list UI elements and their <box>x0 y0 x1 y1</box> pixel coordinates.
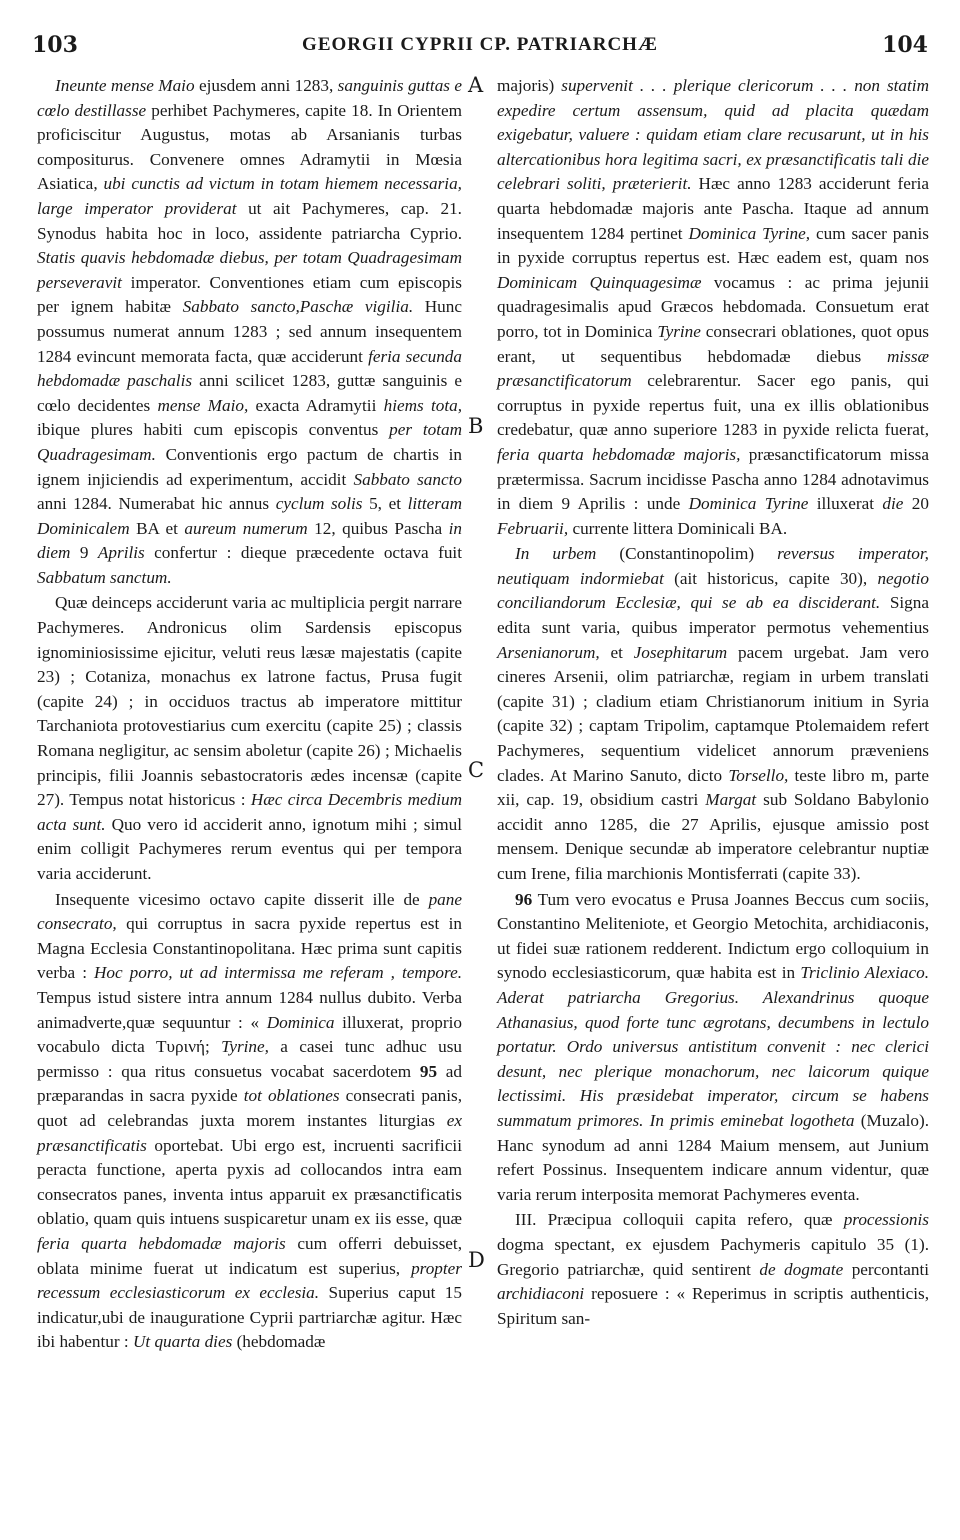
text-run: currente littera Dominicali BA. <box>568 518 788 538</box>
page-number-left: 103 <box>32 32 78 58</box>
italic-text: propter recessum ecclesiasticorum ex ecclesia. <box>37 1258 462 1303</box>
text-run: 20 <box>903 494 929 514</box>
text-run: confertur : dieque præcedente octava fuit <box>144 543 462 563</box>
paragraph <box>37 591 462 886</box>
italic-text: in diem <box>37 518 462 563</box>
text-run: a casei tunc adhuc usu permisso : qua ritus consuetus vocabat sacerdotem <box>37 1037 462 1081</box>
italic-text: Ut quarta dies <box>132 1332 233 1352</box>
text-run: consecrati panis, quot ad celebrandas juxta morem instantes liturgias <box>37 1086 462 1130</box>
left-column <box>37 74 462 1355</box>
italic-text: tot oblationes <box>243 1086 340 1106</box>
text-run: majoris) <box>497 76 562 95</box>
italic-text: ex præsanctificatis <box>37 1110 462 1155</box>
paragraph <box>497 888 929 1208</box>
text-run: consecrari oblationes, quot opus erant, ut sequentibus hebdomadæ diebus <box>497 321 929 366</box>
italic-text: ubi cunctis ad victum in totam hiemem necessaria, large imperator providerat <box>37 174 462 218</box>
text-run: imperator. Conventiones etiam cum episcopis per ignem habitæ <box>37 272 462 317</box>
italic-text: archidiaconi <box>497 1284 585 1304</box>
section-number: 96 <box>515 889 533 909</box>
text-run: teste libro m, parte xii, cap. 19, obsidium castri <box>497 765 929 810</box>
text-run: cum sacer panis in pyxide corruptus repertus est. Hæc eadem est, quam nos <box>497 223 929 268</box>
italic-text: Hoc porro, ut ad intermissa me referam , tempore. <box>94 963 462 983</box>
italic-text: Februarii, <box>497 518 569 538</box>
text-run: dogma spectant, ex ejusdem Pachymeris capitulo 35 (1). Gregorio patriarchæ, quid sentirent <box>497 1234 929 1279</box>
italic-text: mense Maio, <box>157 395 249 415</box>
paragraph <box>497 542 929 886</box>
text-run: Insequente vicesimo octavo capite disserit ille de <box>55 889 429 909</box>
italic-text: Tyrine, <box>221 1037 269 1057</box>
italic-text: litteram Dominicalem <box>37 494 462 538</box>
text-run: Hæc anno 1283 acciderunt feria quarta hebdomadæ majoris ante Pascha. Itaque ad annum insequentem 1284 pertinet <box>497 174 929 243</box>
italic-text: feria quarta hebdomadæ majoris, <box>497 444 741 464</box>
italic-text: Torsello, <box>728 765 789 785</box>
text-run: III. Præcipua colloquii capita refero, quæ <box>515 1210 844 1230</box>
text-run: (Muzalo). Hanc synodum ad anni 1284 Maium mensem, aut Junium refert Possinus. Insequentem indicare annum videntur, quæ varia rerum interposita memorat Pachymeres eventa. <box>497 1110 930 1204</box>
italic-text: Hæc circa Decembris medium acta sunt. <box>37 790 462 834</box>
text-run: (hebdomadæ <box>232 1332 326 1352</box>
right-column <box>497 74 929 1331</box>
text-run: BA et <box>129 518 185 538</box>
text-run: qui corruptus in sacra pyxide repertus est in Magna Ecclesia Constantinopolitana. Hæc prima sunt capitis verba : <box>37 914 462 983</box>
page-header <box>30 26 930 56</box>
text-run: præsanctificatorum missa prætermissa. Sacrum incidisse Pascha anno 1284 adnotavimus in diem 9 Aprilis : unde <box>497 444 929 514</box>
text-run: cum offerri debuisset, oblata minime fuerat ut indicatum est superius, <box>37 1233 462 1278</box>
italic-text: Josephitarum <box>633 642 728 662</box>
text-run: perhibet Pachymeres, capite 18. In Orientem proficiscitur Augustus, motas ab Arsanianis turbas compositurus. Convenere omnes Adramytii in Mœsia Asiatica, <box>37 100 463 194</box>
italic-text: Statis quavis hebdomadæ diebus, per totam Quadragesimam perseveravit <box>37 248 462 292</box>
text-run: Tempus istud sistere intra annum 1284 nullus dubito. Verba animadverte,quæ sequuntur : « <box>37 987 462 1032</box>
text-run: 5, et <box>362 494 408 514</box>
italic-text: Aprilis <box>97 543 145 563</box>
italic-text: hiems tota, <box>383 395 463 415</box>
italic-text: pane consecrato, <box>37 889 462 934</box>
text-run: Quo vero id acciderit anno, ignotum mihi ; simul enim colligit Pachymeres rerum eventus qui per tempora varia acciderunt. <box>37 814 462 883</box>
italic-text: negotio conciliandorum Ecclesiæ, qui se ab ea disciderant. <box>497 568 929 613</box>
text-run: 12, quibus Pascha <box>307 518 449 538</box>
italic-text: reversus imperator, neutiquam indormiebat <box>497 544 929 588</box>
text-run: Signa edita sunt varia, quibus imperator permotus vehementius <box>497 593 929 638</box>
text-run: Conventionis ergo pactum de chartis in ignem injiciendis ad experimentum, accidit <box>37 444 462 489</box>
text-run: Tum vero evocatus e Prusa Joannes Beccus cum sociis, Constantino Meliteniote, et Georgio Metochita, archidiaconis, ut fidei suæ rationem redderent. Indictum ergo colloquium in synodo ecclesiasticorum, quæ habita est in <box>497 889 929 983</box>
text-run: (Constantinopolim) <box>596 544 778 564</box>
text-run: (ait historicus, capite 30), <box>663 568 878 588</box>
paragraph <box>497 74 929 541</box>
text-run: Hunc possumus numerat annum 1283 ; sed annum insequentem 1284 evincunt memorata facta, quæ acciderunt <box>37 297 462 366</box>
text-run: ejusdem anni 1283, <box>194 76 338 95</box>
italic-text: Sabbato sancto <box>353 469 462 489</box>
italic-text: per totam Quadragesimam. <box>37 420 462 464</box>
italic-text: Triclinio Alexiaco. Aderat patriarcha Gregorius. Alexandrinus quoque Athanasius, quod forte tunc ægrotans, decumbens in lectulo portatur. Ordo universus antistitum convenit : nec clerici desunt, nec plerique monachorum, nec laicorum quique lectissimi. His præsidebat imperator, circum se habens summatum primores. In primis eminebat logotheta <box>497 963 929 1130</box>
italic-text: Sabbatum sanctum. <box>37 567 172 587</box>
text-run: oportebat. Ubi ergo est, incruenti sacrificii peracta functione, aperta pyxis ad collocandos intra eam consecratos panes, inventa intus apparuit ex præsanctificatis oblatio, quam quis intuens suspicaretur unam ex iis esse, quæ <box>37 1135 462 1229</box>
text-run: exacta Adramytii <box>248 395 384 415</box>
text-run: ibique plures habiti cum episcopis conventus <box>37 420 390 440</box>
margin-marker-a: A <box>468 73 484 97</box>
text-run: illuxerat, proprio vocabulo dicta Τυρινή; <box>37 1012 462 1057</box>
text-run: vocamus : ac prima jejunii quadragesimalis apud Græcos hebdomada. Consuetum erat porro, tot in Dominica <box>497 272 929 341</box>
paragraph <box>37 888 462 1355</box>
text-run: 9 <box>70 543 98 563</box>
text-run: ut ait Pachymeres, cap. 21. Synodus habita hoc in loco, assidente patriarcha Cyprio. <box>37 198 462 243</box>
italic-text: sanguinis guttas e cœlo destillasse <box>37 76 462 120</box>
text-run: percontanti <box>843 1259 930 1279</box>
italic-text: In urbem <box>515 544 597 564</box>
text-run: celebrarentur. Sacer ego panis, qui corruptus in pyxide repertus fuit, una ex illis oblationibus credebatur, quæ anno superiore 1283 in pyxide relicta fuerat, <box>497 371 929 440</box>
italic-text: die <box>882 494 904 514</box>
text-run: anni scilicet 1283, guttæ sanguinis e cœlo decidentes <box>37 371 463 415</box>
text-run: reposuere : « Reperimus in scriptis authenticis, Spiritum san- <box>497 1284 929 1328</box>
margin-marker-c: C <box>468 758 485 782</box>
text-run: Quæ deinceps acciderunt varia ac multiplicia pergit narrare Pachymeres. Andronicus olim Sardensis episcopus ignominiosissime ejicitur, veluti reus læsæ majestatis (capite 23) ; Cotaniza, monachus ex latrone factus, Prusa fugit (capite 24) ; in occiduos tractus ab imperatore mittitur Tarchaniota protovestiarius cum exercitu (capite 25) ; classis Romana negligitur, ac sensim aboletur (capite 26) ; Michaelis principis, filii Joannis sebastocratoris ædes incensæ (capite 27). Tempus notat historicus : <box>37 593 462 810</box>
margin-marker-d: D <box>468 1248 485 1272</box>
text-run: ad præparandas in sacra pyxide <box>37 1061 462 1106</box>
margin-marker-b: B <box>468 414 484 438</box>
italic-text: supervenit . . . plerique clericorum . . . non statim expedire certum assensum, quid ad placita quædam exigebatur, valuere : quidam etiam clare recusarunt, ut in his altercationibus hora legitima sacri, ex præsanctificatis tali die celebrari soliti, præterierit. <box>497 76 929 194</box>
italic-text: Margat <box>705 790 757 810</box>
italic-text: Sabbato sancto,Paschæ vigilia. <box>182 297 414 317</box>
italic-text: Arsenianorum, <box>497 642 600 662</box>
italic-text: Ineunte mense Maio <box>55 76 195 95</box>
italic-text: Dominica Tyrine <box>688 494 809 514</box>
italic-text: processionis <box>843 1210 929 1230</box>
text-run: anni 1284. Numerabat hic annus <box>37 494 276 514</box>
text-run: sub Soldano Babylonio accidit anno 1285, die 27 Aprilis, ejusque amissio post mensem. Denique secundæ ab imperatore celebrantur nuptiæ cum Irene, filia marchionis Montisferrati (capite 33). <box>497 790 929 883</box>
italic-text: aureum numerum <box>184 518 308 538</box>
italic-text: cyclum solis <box>275 494 363 514</box>
running-title: GEORGII CYPRII CP. PATRIARCHÆ <box>302 34 658 55</box>
italic-text: feria secunda hebdomadæ paschalis <box>37 346 462 391</box>
italic-text: Dominicam Quinquagesimæ <box>497 272 702 292</box>
text-run: pacem urgebat. Jam vero cineres Arsenii, olim patriarchæ, regiam in urbem translati (capite 31) ; cladium etiam Christianorum initium in Syria (capite 32) ; captam Tripolim, captamque Ptolemaidem refert Pachymeres, sequentium videlicet annorum præveniens clades. At Marino Sanuto, dicto <box>497 642 929 785</box>
italic-text: de dogmate <box>759 1259 844 1279</box>
italic-text: Tyrine <box>657 321 701 341</box>
paragraph <box>497 1208 929 1331</box>
text-run: illuxerat <box>808 494 883 514</box>
text-run: et <box>599 642 634 662</box>
italic-text: missæ præsanctificatorum <box>497 346 929 391</box>
page-number-right: 104 <box>882 32 928 58</box>
paragraph <box>37 74 462 590</box>
italic-text: feria quarta hebdomadæ majoris <box>37 1233 286 1253</box>
italic-text: Dominica <box>266 1012 335 1032</box>
text-run: Superius caput 15 indicatur,ubi de inauguratione Cyprii partriarchæ agitur. Hæc ibi habentur : <box>37 1283 462 1352</box>
italic-text: Dominica Tyrine, <box>688 223 811 243</box>
section-number: 95 <box>419 1061 438 1081</box>
